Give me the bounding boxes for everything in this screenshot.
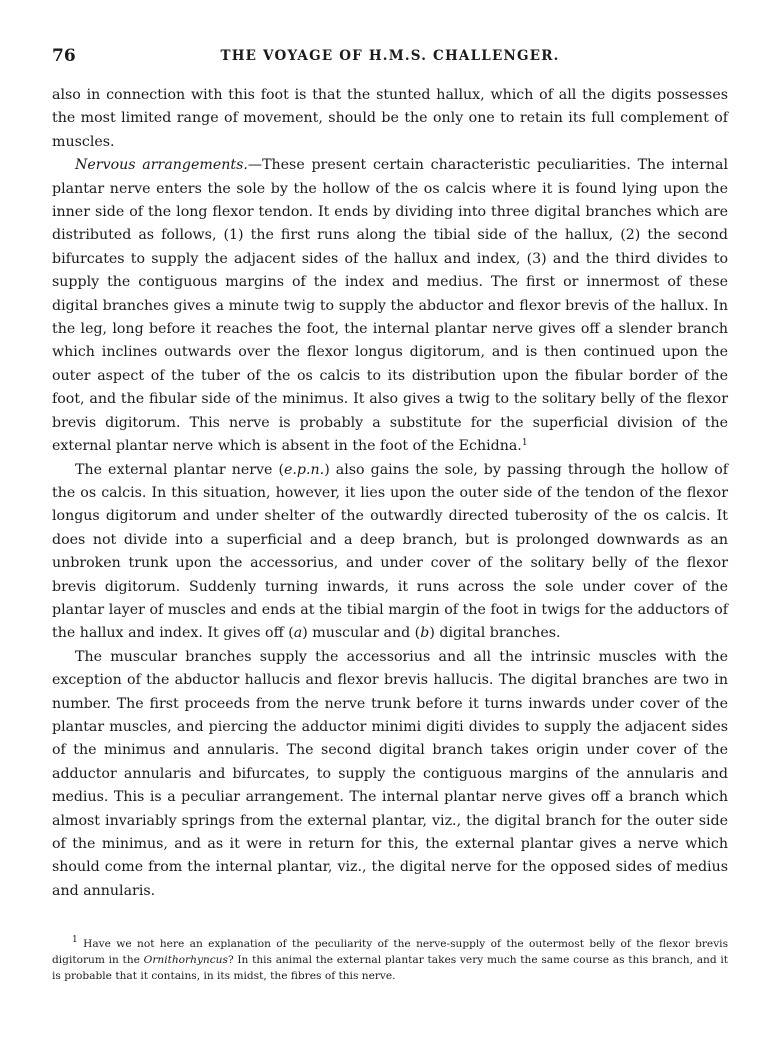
footnote-marker: 1 — [521, 438, 528, 449]
italic-text: a — [293, 625, 303, 642]
page-header — [52, 46, 728, 68]
italic-text: Ornithorhyncus — [143, 954, 228, 966]
italic-text: b — [420, 625, 430, 642]
running-title: THE VOYAGE OF H.M.S. CHALLENGER. — [220, 48, 560, 64]
footnote — [52, 936, 728, 984]
text-run: ? In this animal the external plantar takes very much the same course as this branch, and it is probable that it contains, in its midst, the fibres of this nerve. — [52, 954, 728, 982]
text-run: ) muscular and ( — [302, 625, 421, 642]
italic-text: Nervous arrangements. — [75, 157, 248, 174]
text-run: —These present certain characteristic peculiarities. The internal plantar nerve enters the sole by the hollow of the os calcis where it is found lying upon the inner side of the long flexor tendon. It ends by dividing into three digital branches which are distributed as follows, (1) the first runs along the tibial side of the hallux, (2) the second bifurcates to supply the adjacent sides of the hallux and index, (3) and the third divides to supply the contiguous margins of the index and medius. The first or innermost of these digital branches gives a minute twig to supply the abductor and flexor brevis of the hallux. In the leg, long before it reaches the foot, the internal plantar nerve gives off a slender branch which inclines outwards over the flexor longus digitorum, and is then continued upon the outer aspect of the tuber of the os calcis to its distribution upon the fibular border of the foot, and the fibular side of the minimus. It also gives a twig to the solitary belly of the flexor brevis digitorum. This nerve is probably a substitute for the superficial division of the external plantar nerve which is absent in the foot of the Echidna. — [52, 157, 728, 455]
text-run: The external plantar nerve ( — [75, 461, 285, 478]
body-text — [52, 84, 728, 903]
paragraph — [52, 154, 728, 458]
text-run: ) digital branches. — [429, 625, 561, 642]
footnotes — [52, 936, 728, 984]
paragraph — [52, 84, 728, 154]
text-run: The muscular branches supply the accessorius and all the intrinsic muscles with the exception of the abductor hallucis and flexor brevis hallucis. The digital branches are two in number. The first proceeds from the nerve trunk before it turns inwards under cover of the plantar muscles, and piercing the adductor minimi digiti divides to supply the adjacent sides of the minimus and annularis. The second digital branch takes origin under cover of the adductor annularis and bifurcates, to supply the contiguous margins of the annularis and medius. This is a peculiar arrangement. The internal plantar nerve gives off a branch which almost invariably springs from the external plantar, viz., the digital branch for the outer side of the minimus, and as it were in return for this, the external plantar gives a nerve which should come from the internal plantar, viz., the digital nerve for the opposed sides of medius and annularis. — [52, 648, 728, 899]
page-number: 76 — [52, 46, 76, 66]
text-run: also in connection with this foot is that the stunted hallux, which of all the digits possesses the most limited range of movement, should be the only one to retain its full complement of muscles. — [52, 87, 728, 150]
paragraph — [52, 459, 728, 646]
text-run: Have we not here an explanation of the peculiarity of the nerve-supply of the outermost belly of the flexor brevis digitorum in the — [52, 938, 728, 966]
italic-text: e.p.n. — [284, 461, 325, 478]
paragraph — [52, 646, 728, 903]
text-run: ) also gains the sole, by passing through the hollow of the os calcis. In this situation, however, it lies upon the outer side of the tendon of the flexor longus digitorum and under shelter of the outwardly directed tuberosity of the os calcis. It does not divide into a superficial and a deep branch, but is prolonged downwards as an unbroken trunk upon the accessorius, and under cover of the solitary belly of the flexor brevis digitorum. Suddenly turning inwards, it runs across the sole under cover of the plantar layer of muscles and ends at the tibial margin of the foot in twigs for the adductors of the hallux and index. It gives off ( — [52, 461, 728, 642]
footnote-marker: 1 — [72, 935, 78, 945]
